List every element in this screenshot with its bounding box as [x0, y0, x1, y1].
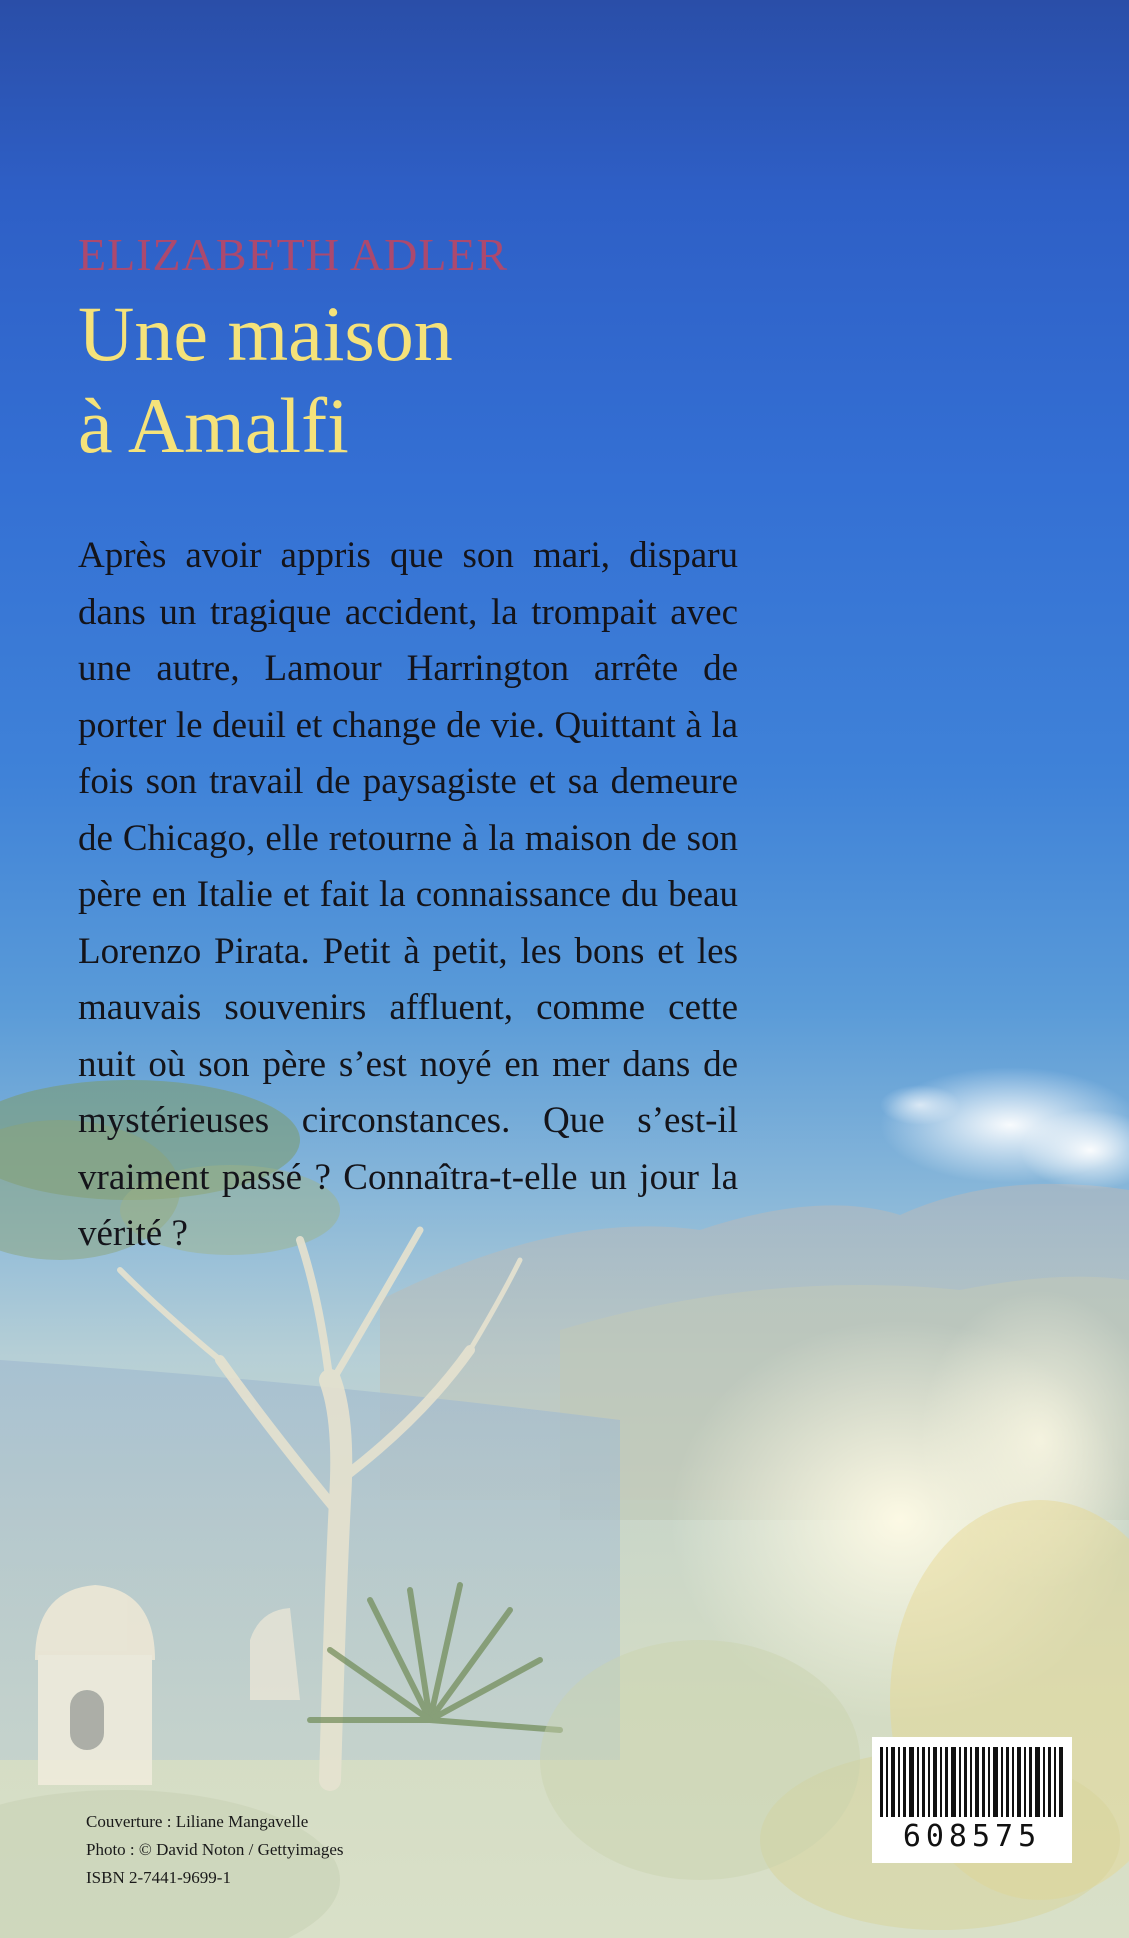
- book-title: [78, 288, 453, 472]
- barcode-digits: 608575: [902, 1819, 1042, 1854]
- title-line-2: à Amalfi: [78, 382, 349, 469]
- isbn-text: ISBN 2-7441-9699-1: [86, 1868, 231, 1887]
- photo-credit: Photo : © David Noton / Gettyimages: [86, 1840, 344, 1859]
- title-line-1: Une maison: [78, 290, 453, 377]
- synopsis-text: Après avoir appris que son mari, disparu dans un tragique accident, la trompait avec une autre, Lamour Harrington arrête de porter le deuil et change de vie. Quittant à la fois son travail de paysagiste et sa demeure de Chicago, elle retourne à la maison de son père en Italie et fait la connaissance du beau Lorenzo Pirata. Petit à petit, les bons et les mauvais souvenirs affluent, comme cette nuit où son père s’est noyé en mer dans de mystérieuses circonstances. Que s’est-il vraiment passé ? Connaîtra-t-elle un jour la vérité ?: [78, 535, 738, 1254]
- barcode-bars-icon: [880, 1747, 1064, 1817]
- cover-credit: Couverture : Liliane Mangavelle: [86, 1812, 309, 1831]
- author-name: ELIZABETH ADLER: [78, 229, 509, 280]
- barcode: [872, 1737, 1072, 1863]
- credits-block: [86, 1808, 344, 1892]
